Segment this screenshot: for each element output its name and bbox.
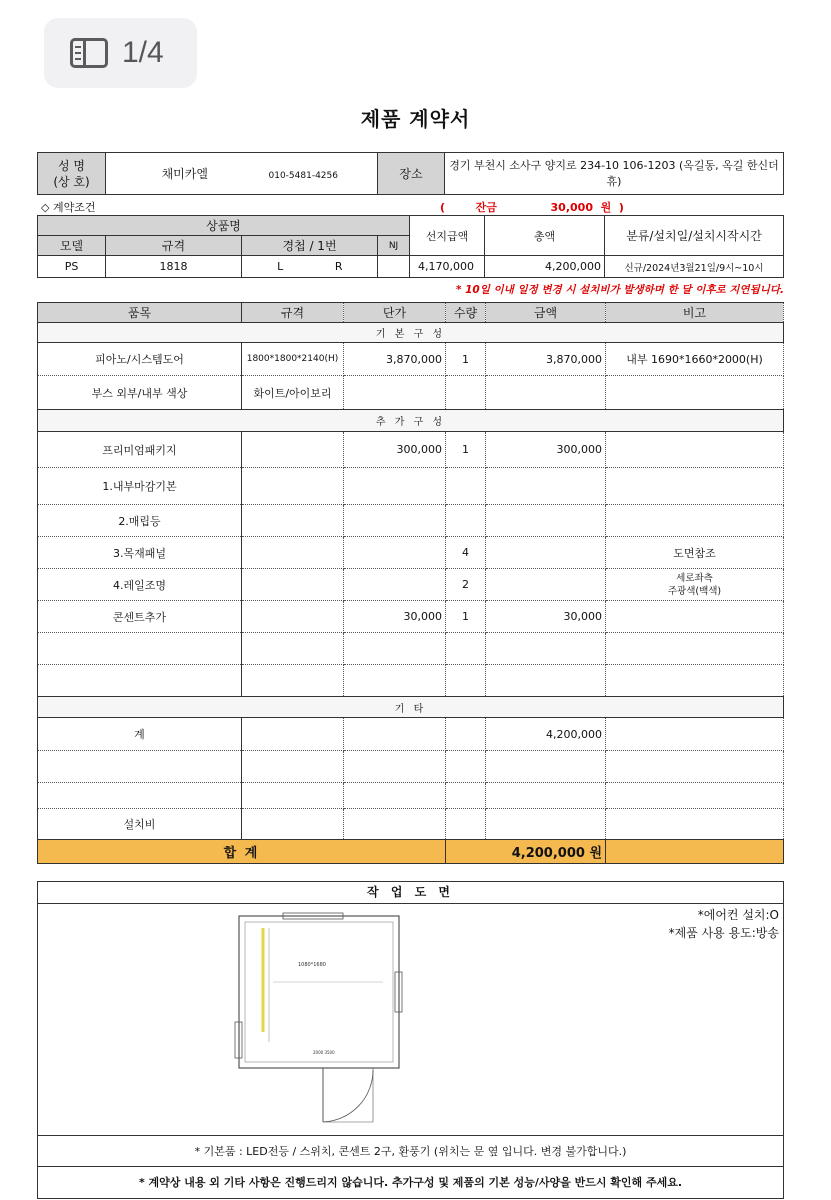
- item-name: 2.매립등: [38, 505, 242, 537]
- item-spec: [242, 432, 344, 468]
- item-note: 도면참조: [606, 537, 784, 569]
- aircon-note: *에어컨 설치:O: [697, 908, 779, 922]
- item-amount: [486, 468, 606, 505]
- table-row: [38, 537, 784, 569]
- document-title: 제품 계약서: [360, 107, 471, 131]
- item-price: 3,870,000: [344, 343, 446, 376]
- item-note: [606, 432, 784, 468]
- item-qty: [446, 505, 486, 537]
- item-note: [606, 718, 784, 751]
- item-note: [606, 601, 784, 633]
- grand-total-row: [38, 840, 784, 864]
- item-amount: [486, 665, 606, 697]
- basic-parts-note: * 기본품 : LED전등 / 스위치, 콘센트 2구, 환풍기 (위치는 문 옆 입니다. 변경 불가합니다.): [38, 1135, 783, 1167]
- floor-plan-drawing: [233, 912, 458, 1127]
- item-spec: [242, 809, 344, 840]
- total-header: 총액: [485, 216, 605, 256]
- item-note: [606, 468, 784, 505]
- item-price: 30,000: [344, 601, 446, 633]
- item-price: [344, 633, 446, 665]
- item-price: [344, 468, 446, 505]
- item-name: 콘센트추가: [38, 601, 242, 633]
- item-qty: [446, 751, 486, 783]
- item-note: [606, 783, 784, 809]
- customer-phone: 010-5481-4256: [268, 171, 338, 181]
- item-qty: [446, 376, 486, 410]
- customer-name-cell: [106, 153, 378, 195]
- plan-door-swing: [323, 1070, 373, 1122]
- item-note: [606, 633, 784, 665]
- spec-value: 1818: [106, 256, 242, 278]
- item-qty: 2: [446, 569, 486, 601]
- item-spec: 화이트/아이보리: [242, 376, 344, 410]
- balance-amount: ( 잔금 30,000 원 ): [440, 201, 624, 214]
- item-spec: [242, 633, 344, 665]
- total-note: [606, 840, 784, 864]
- col-spec: 규격: [242, 303, 344, 323]
- item-qty: 4: [446, 537, 486, 569]
- item-name: 프리미엄패키지: [38, 432, 242, 468]
- table-row: [38, 343, 784, 376]
- section-basic: 기 본 구 성: [38, 323, 784, 343]
- item-note: [606, 751, 784, 783]
- model-header: 모델: [38, 236, 106, 256]
- item-amount: 30,000: [486, 601, 606, 633]
- category-value: 신규/2024년3월21일/9시~10시: [605, 256, 784, 278]
- item-price: [344, 537, 446, 569]
- plan-label: 1080*1680: [298, 962, 326, 968]
- page-indicator[interactable]: [44, 18, 197, 88]
- item-name: [38, 751, 242, 783]
- item-price: 300,000: [344, 432, 446, 468]
- total-amount: 4,200,000 원: [446, 840, 606, 864]
- item-price: [344, 718, 446, 751]
- item-name: 설치비: [38, 809, 242, 840]
- item-name: 피아노/시스템도어: [38, 343, 242, 376]
- work-drawing-header: 작 업 도 면: [38, 882, 783, 904]
- item-price: [344, 783, 446, 809]
- table-row: [38, 569, 784, 601]
- item-spec: 1800*1800*2140(H): [242, 343, 344, 376]
- contract-conditions: [37, 199, 784, 215]
- item-price: [344, 376, 446, 410]
- item-price: [344, 751, 446, 783]
- item-name: 4.레일조명: [38, 569, 242, 601]
- page-counter: 1/4: [122, 36, 164, 69]
- category-header: 분류/설치일/설치시작시간: [605, 216, 784, 256]
- work-drawing-section: [37, 881, 784, 1199]
- item-note: [606, 376, 784, 410]
- section-extra: 추 가 구 성: [38, 410, 784, 432]
- table-row: [38, 468, 784, 505]
- table-row: [38, 633, 784, 665]
- item-price: [344, 569, 446, 601]
- page-list-icon: [70, 38, 108, 68]
- model-value: PS: [38, 256, 106, 278]
- item-name: [38, 633, 242, 665]
- item-note: [606, 809, 784, 840]
- product-group-header: 상품명: [38, 216, 410, 236]
- item-amount: 300,000: [486, 432, 606, 468]
- item-spec: [242, 751, 344, 783]
- item-qty: [446, 665, 486, 697]
- item-amount: [486, 633, 606, 665]
- item-name: [38, 783, 242, 809]
- item-qty: 1: [446, 432, 486, 468]
- item-amount: [486, 783, 606, 809]
- item-name: [38, 665, 242, 697]
- item-note: 세로좌측 주광색(백색): [606, 569, 784, 601]
- name-label: 성 명 (상 호): [38, 153, 106, 195]
- deposit-header: 선지급액: [410, 216, 485, 256]
- item-spec: [242, 569, 344, 601]
- col-item: 품목: [38, 303, 242, 323]
- item-price: [344, 665, 446, 697]
- plan-inner-wall: [245, 922, 393, 1062]
- item-qty: 1: [446, 601, 486, 633]
- nj-value: [378, 256, 410, 278]
- item-spec: [242, 468, 344, 505]
- item-name: 계: [38, 718, 242, 751]
- place-label: 장소: [378, 153, 445, 195]
- item-amount: [486, 809, 606, 840]
- table-row: [38, 809, 784, 840]
- item-spec: [242, 718, 344, 751]
- item-spec: [242, 537, 344, 569]
- customer-name: 채미카엘: [161, 167, 208, 181]
- item-qty: 1: [446, 343, 486, 376]
- table-row: [38, 783, 784, 809]
- item-spec: [242, 783, 344, 809]
- table-row: [38, 601, 784, 633]
- usage-note: *제품 사용 용도:방송: [668, 926, 779, 940]
- item-price: [344, 809, 446, 840]
- contract-warning: * 계약상 내용 외 기타 사항은 진행드리지 않습니다. 추가구성 및 제품의 기본 성능/사양을 반드시 확인해 주세요.: [138, 1176, 683, 1189]
- hinge-right: R: [334, 260, 343, 273]
- item-amount: 4,200,000: [486, 718, 606, 751]
- total-label: 합 계: [38, 840, 446, 864]
- work-notes: [669, 906, 779, 942]
- plan-label-bottom: 2000 3500: [313, 1050, 335, 1055]
- section-other: 기 타: [38, 697, 784, 718]
- item-price: [344, 505, 446, 537]
- hinge-left: L: [277, 260, 284, 273]
- item-spec: [242, 665, 344, 697]
- item-qty: [446, 633, 486, 665]
- col-unit-price: 단가: [344, 303, 446, 323]
- item-qty: [446, 809, 486, 840]
- item-note: [606, 505, 784, 537]
- customer-info-table: [37, 152, 784, 195]
- schedule-notice: * 10일 이내 일정 변경 시 설치비가 발생하며 한 달 이후로 지연됩니다.: [455, 284, 784, 296]
- total-value: 4,200,000: [485, 256, 605, 278]
- conditions-label: ◇ 계약조건: [41, 201, 96, 214]
- item-note: 내부 1690*1660*2000(H): [606, 343, 784, 376]
- item-qty: [446, 468, 486, 505]
- table-row: [38, 376, 784, 410]
- table-row: [38, 432, 784, 468]
- item-amount: [486, 751, 606, 783]
- item-name: 1.내부마감기본: [38, 468, 242, 505]
- item-amount: 3,870,000: [486, 343, 606, 376]
- item-qty: [446, 718, 486, 751]
- table-row: [38, 505, 784, 537]
- product-table: [37, 215, 784, 278]
- item-name: 부스 외부/내부 색상: [38, 376, 242, 410]
- item-name: 3.목재패널: [38, 537, 242, 569]
- item-amount: [486, 569, 606, 601]
- col-qty: 수량: [446, 303, 486, 323]
- item-spec: [242, 601, 344, 633]
- table-row: [38, 751, 784, 783]
- table-row: [38, 718, 784, 751]
- col-amount: 금액: [486, 303, 606, 323]
- items-table: [37, 302, 784, 864]
- item-note: [606, 665, 784, 697]
- hinge-header: 경첩 / 1번: [242, 236, 378, 256]
- item-amount: [486, 537, 606, 569]
- item-spec: [242, 505, 344, 537]
- item-amount: [486, 376, 606, 410]
- hinge-value: [242, 256, 378, 278]
- address: 경기 부천시 소사구 양지로 234-10 106-1203 (옥길동, 옥길 한신더휴): [445, 153, 784, 195]
- deposit-value: 4,170,000: [410, 256, 485, 278]
- item-amount: [486, 505, 606, 537]
- nj-header: NJ: [378, 236, 410, 256]
- col-note: 비고: [606, 303, 784, 323]
- table-row: [38, 665, 784, 697]
- spec-header: 규격: [106, 236, 242, 256]
- item-qty: [446, 783, 486, 809]
